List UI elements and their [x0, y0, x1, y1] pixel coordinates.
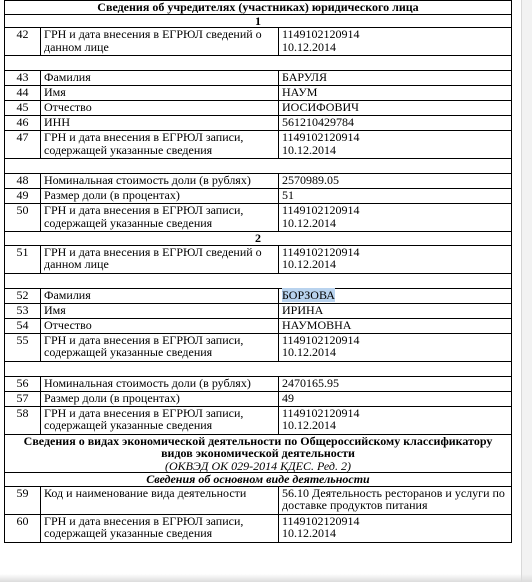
- row-label: ГРН и дата внесения в ЕГРЮЛ записи, содержащей указанные сведения: [41, 131, 279, 159]
- spacer-row: [5, 361, 512, 376]
- founder-number: 1: [5, 14, 512, 28]
- row-value: НАУМОВНА: [279, 318, 512, 333]
- row-number: 42: [5, 28, 41, 56]
- table-row: [5, 288, 512, 303]
- page-bottom-edge: [0, 574, 532, 582]
- row-label: Код и наименование вида деятельности: [41, 486, 279, 514]
- row-label: ГРН и дата внесения в ЕГРЮЛ записи, содержащей указанные сведения: [41, 204, 279, 232]
- row-label: ГРН и дата внесения в ЕГРЮЛ сведений о данном лице: [41, 245, 279, 273]
- spacer-row: [5, 159, 512, 174]
- row-value: 2570989.05: [279, 174, 512, 189]
- row-value: ИОСИФОВИЧ: [279, 101, 512, 116]
- founder-number: 2: [5, 232, 512, 246]
- vertical-scrollbar[interactable]: [521, 0, 532, 582]
- highlighted-surname[interactable]: БОРЗОВА: [282, 287, 335, 302]
- row-label: Отчество: [41, 318, 279, 333]
- row-number: 55: [5, 333, 41, 361]
- table-row: [5, 116, 512, 131]
- row-number: 45: [5, 101, 41, 116]
- table-row: [5, 333, 512, 361]
- row-number: 46: [5, 116, 41, 131]
- row-label: ГРН и дата внесения в ЕГРЮЛ записи, содержащей указанные сведения: [41, 406, 279, 434]
- table-row: [5, 28, 512, 56]
- spacer-row: [5, 56, 512, 71]
- table-row: [5, 86, 512, 101]
- founder-number-row: [5, 14, 512, 28]
- row-label: Размер доли (в процентах): [41, 189, 279, 204]
- row-label: Номинальная стоимость доли (в рублях): [41, 376, 279, 391]
- row-value: 1149102120914 10.12.2014: [279, 28, 512, 56]
- table-row: [5, 245, 512, 273]
- row-value: НАУМ: [279, 86, 512, 101]
- row-value: 1149102120914 10.12.2014: [279, 333, 512, 361]
- row-value: 1149102120914 10.12.2014: [279, 131, 512, 159]
- founder-number-row: [5, 232, 512, 246]
- table-row: [5, 486, 512, 514]
- row-number: 54: [5, 318, 41, 333]
- main-activity-header: [5, 473, 512, 487]
- table-row: [5, 131, 512, 159]
- row-number: 56: [5, 376, 41, 391]
- okved-subtitle: (ОКВЭД ОК 029-2014 КДЕС. Ред. 2): [164, 458, 351, 473]
- row-number: 53: [5, 303, 41, 318]
- row-value: 1149102120914 10.12.2014: [279, 204, 512, 232]
- row-label: Фамилия: [41, 71, 279, 86]
- row-label: Имя: [41, 86, 279, 101]
- row-value: [279, 288, 512, 303]
- table-row: [5, 318, 512, 333]
- row-number: 47: [5, 131, 41, 159]
- table-row: [5, 376, 512, 391]
- row-number: 44: [5, 86, 41, 101]
- row-label: Имя: [41, 303, 279, 318]
- row-number: 50: [5, 204, 41, 232]
- table-row: [5, 71, 512, 86]
- table-row: [5, 174, 512, 189]
- row-number: 60: [5, 514, 41, 542]
- table-row: [5, 189, 512, 204]
- row-value: 49: [279, 391, 512, 406]
- row-value: 1149102120914 10.12.2014: [279, 245, 512, 273]
- row-number: 57: [5, 391, 41, 406]
- table-row: [5, 406, 512, 434]
- egrul-table: [4, 0, 512, 543]
- row-number: 52: [5, 288, 41, 303]
- row-label: Отчество: [41, 101, 279, 116]
- row-value: 56.10 Деятельность ресторанов и услуги по доставке продуктов питания: [279, 486, 512, 514]
- row-number: 49: [5, 189, 41, 204]
- table-row: [5, 391, 512, 406]
- row-number: 59: [5, 486, 41, 514]
- section-header: [5, 1, 512, 15]
- row-value: 51: [279, 189, 512, 204]
- row-value: 2470165.95: [279, 376, 512, 391]
- row-value: 561210429784: [279, 116, 512, 131]
- row-label: Номинальная стоимость доли (в рублях): [41, 174, 279, 189]
- row-value: 1149102120914 10.12.2014: [279, 406, 512, 434]
- table-row: [5, 204, 512, 232]
- row-label: Размер доли (в процентах): [41, 391, 279, 406]
- row-value: БАРУЛЯ: [279, 71, 512, 86]
- row-number: 58: [5, 406, 41, 434]
- row-value: ИРИНА: [279, 303, 512, 318]
- okved-title: Сведения о видах экономической деятельности по Общероссийскому классификатору видов экономической деятельности (ОКВЭД ОК 029-2014 КДЕС. Ред. 2): [5, 434, 512, 473]
- row-label: ГРН и дата внесения в ЕГРЮЛ записи, содержащей указанные сведения: [41, 333, 279, 361]
- main-activity-title: Сведения об основном виде деятельности: [5, 473, 512, 487]
- founders-title: Сведения об учредителях (участниках) юридического лица: [5, 1, 512, 15]
- row-number: 51: [5, 245, 41, 273]
- row-label: ГРН и дата внесения в ЕГРЮЛ сведений о данном лице: [41, 28, 279, 56]
- row-label: ИНН: [41, 116, 279, 131]
- spacer-row: [5, 273, 512, 288]
- okved-header: [5, 434, 512, 473]
- row-number: 43: [5, 71, 41, 86]
- table-row: [5, 101, 512, 116]
- row-number: 48: [5, 174, 41, 189]
- table-row: [5, 303, 512, 318]
- table-row: [5, 514, 512, 542]
- row-value: 1149102120914 10.12.2014: [279, 514, 512, 542]
- row-label: ГРН и дата внесения в ЕГРЮЛ записи, содержащей указанные сведения: [41, 514, 279, 542]
- row-label: Фамилия: [41, 288, 279, 303]
